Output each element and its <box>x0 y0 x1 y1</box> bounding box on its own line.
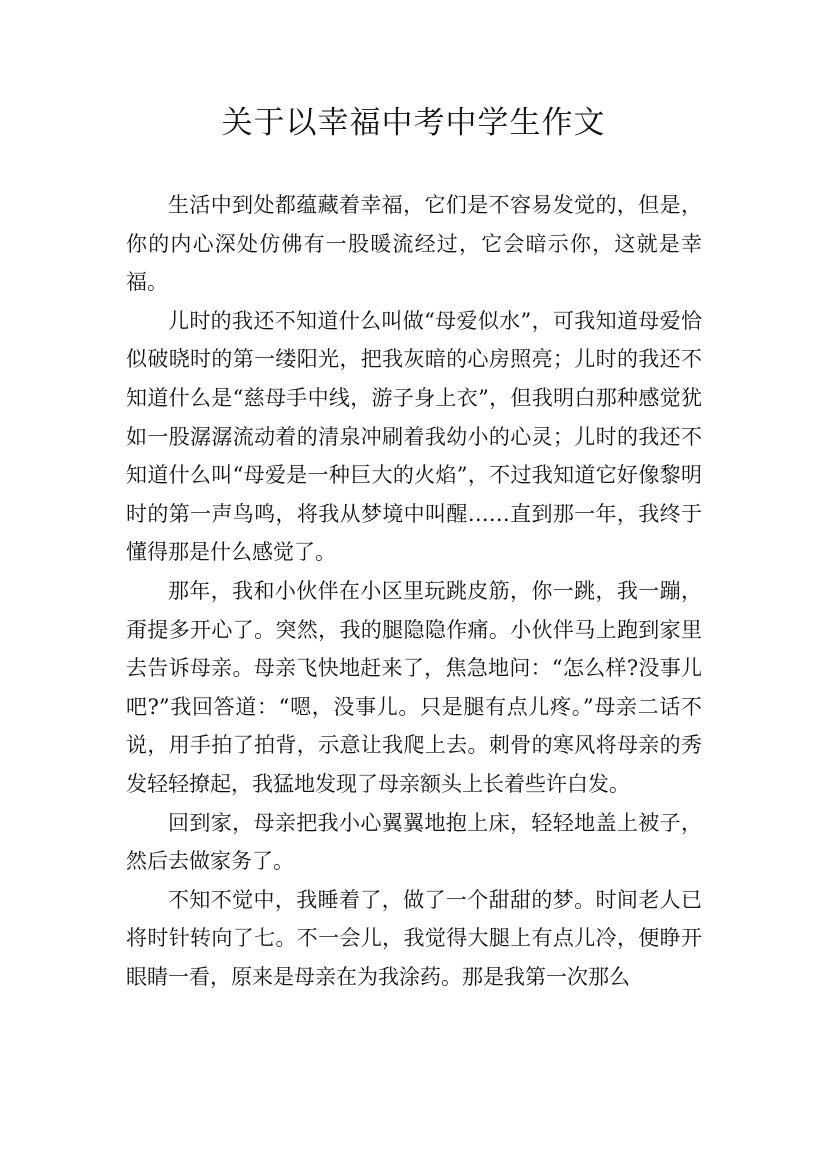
paragraph-4: 回到家，母亲把我小心翼翼地抱上床，轻轻地盖上被子，然后去做家务了。 <box>126 810 702 874</box>
document-body <box>126 186 702 996</box>
paragraph-5: 不知不觉中，我睡着了，做了一个甜甜的梦。时间老人已将时针转向了七。不一会儿，我觉得大腿上有点儿冷，便睁开眼睛一看，原来是母亲在为我涂药。那是我第一次那么 <box>126 887 702 989</box>
paragraph-2: 儿时的我还不知道什么叫做“母爱似水”，可我知道母爱恰似破晓时的第一缕阳光，把我灰暗的心房照亮；儿时的我还不知道什么是“慈母手中线，游子身上衣”，但我明白那种感觉犹如一股潺潺流动着的清泉冲刷着我幼小的心灵；儿时的我还不知道什么叫“母爱是一种巨大的火焰”，不过我知道它好像黎明时的第一声鸟鸣，将我从梦境中叫醒……直到那一年，我终于懂得那是什么感觉了。 <box>126 308 702 565</box>
paragraph-3: 那年，我和小伙伴在小区里玩跳皮筋，你一跳，我一蹦，甭提多开心了。突然，我的腿隐隐作痛。小伙伴马上跑到家里去告诉母亲。母亲飞快地赶来了，焦急地问：“怎么样?没事儿吧?”我回答道：“嗯，没事儿。只是腿有点儿疼。”母亲二话不说，用手拍了拍背，示意让我爬上去。刺骨的寒风将母亲的秀发轻轻撩起，我猛地发现了母亲额头上长着些许白发。 <box>126 578 702 796</box>
document-title: 关于以幸福中考中学生作文 <box>221 105 606 141</box>
paragraph-1: 生活中到处都蕴藏着幸福，它们是不容易发觉的，但是，你的内心深处仿佛有一股暖流经过，它会暗示你，这就是幸福。 <box>126 193 702 295</box>
